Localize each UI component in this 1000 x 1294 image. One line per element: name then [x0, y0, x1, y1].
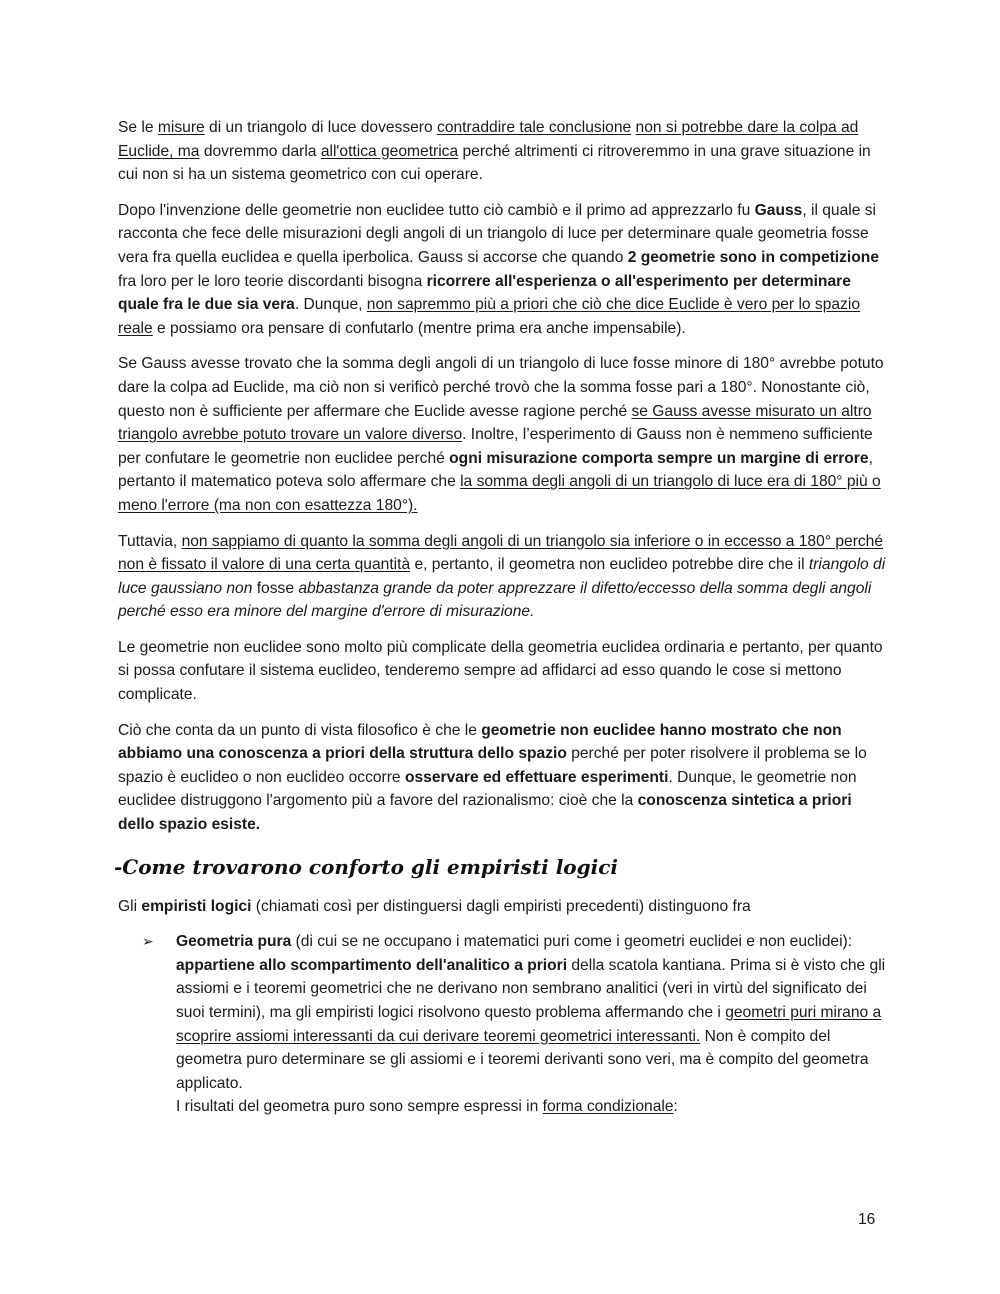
paragraph: [118, 530, 888, 624]
text-run: fra loro per le loro teorie discordanti bisogna: [118, 272, 427, 290]
bold-text: conoscenza sintetica a priori dello spazio esiste.: [118, 792, 852, 834]
underlined-text: forma condizionale: [542, 1098, 674, 1116]
bold-text: appartiene allo scompartimento dell'analitico a priori: [176, 956, 568, 974]
underlined-text: la somma degli angoli di un triangolo di luce era di 180° più o meno l'errore (ma non con esattezza 180°).: [118, 473, 881, 514]
document-page: [114, 116, 888, 1119]
text-run: perché per poter risolvere il problema se lo spazio è euclideo o non euclideo occorre: [118, 745, 867, 786]
italic-text: triangolo di luce gaussiano non: [118, 556, 886, 597]
text-run: Se le: [118, 119, 158, 136]
paragraph: [118, 116, 888, 187]
text-run: e, pertanto, il geometra non euclideo potrebbe dire che il: [410, 556, 809, 574]
text-run: . Inoltre, l’esperimento di Gauss non è nemmeno sufficiente per confutare le geometrie non euclidee perché: [118, 426, 873, 467]
text-run: Ciò che conta da un punto di vista filosofico è che le: [118, 721, 482, 739]
text-run: , il quale si racconta che fece delle misurazioni degli angoli di un triangolo di luce per determinare quale geometria fosse vera fra quella euclidea e quella iperbolica. Gauss si accorse che quando: [118, 201, 877, 266]
paragraph: [118, 636, 888, 707]
bold-text: empiristi logici: [141, 897, 252, 915]
text-run: Dopo l'invenzione delle geometrie non euclidee tutto ciò cambiò e il primo ad apprezzarlo fu: [118, 201, 755, 219]
underlined-text: all'ottica geometrica: [320, 142, 459, 160]
bold-text: geometrie non euclidee hanno mostrato che non abbiamo una conoscenza a priori della struttura dello spazio: [118, 721, 842, 763]
text-run: , pertanto il matematico poteva solo affermare che: [118, 449, 873, 491]
text-run: I risultati del geometra puro sono sempre espressi in: [176, 1098, 543, 1116]
text-run: . Dunque, le geometrie non euclidee distruggono l'argomento più a favore del razionalismo: cioè che la: [118, 768, 857, 810]
section-heading: -Come trovarono conforto gli empiristi logici: [114, 854, 619, 879]
underlined-text: non sappiamo di quanto la somma degli angoli di un triangolo sia inferiore o in eccesso a 180° perché non è fissato il valore di una certa quantità: [118, 532, 884, 574]
italic-text: abbastanza grande da poter apprezzare il difetto/eccesso della somma degli angoli perché esso era minore del margine d'errore di misurazione.: [118, 579, 872, 621]
underlined-text: non sapremmo più a priori che ciò che dice Euclide è vero per lo spazio reale: [118, 296, 860, 337]
paragraph: [118, 199, 888, 341]
bullet-text: [176, 930, 888, 1095]
paragraph: [118, 719, 888, 837]
text-run: . Dunque,: [294, 296, 367, 314]
bullet-continuation: [176, 1095, 888, 1119]
bold-text: osservare ed effettuare esperimenti: [404, 768, 669, 786]
text-run: e possiamo ora pensare di confutarlo (mentre prima era anche impensabile).: [152, 319, 686, 337]
text-run: (di cui se ne occupano i matematici puri come i geometri euclidei e non euclidei):: [291, 933, 853, 951]
text-run: Non è compito del geometra puro determinare se gli assiomi e i teoremi derivanti sono veri, ma è compito del geometra applicato.: [176, 1027, 869, 1092]
text-run: :: [673, 1098, 678, 1116]
bullet-item: [118, 930, 888, 1119]
text-run: Gli: [118, 897, 142, 915]
bold-text: 2 geometrie sono in competizione: [627, 248, 879, 266]
underlined-text: se Gauss avesse misurato un altro triangolo avrebbe potuto trovare un valore diverso: [118, 402, 872, 444]
bold-text: Geometria pura: [176, 933, 292, 951]
text-run: di un triangolo di luce dovessero: [204, 119, 438, 136]
paragraph: [118, 352, 888, 517]
bold-text: ogni misurazione comporta sempre un margine di errore: [449, 449, 869, 467]
intro-paragraph: [118, 895, 888, 919]
underlined-text: misure: [157, 119, 205, 136]
text-run: fosse: [252, 579, 299, 597]
page-number: 16: [858, 1211, 876, 1228]
text-run: (chiamati così per distinguersi dagli empiristi precedenti) distinguono fra: [251, 897, 751, 915]
text-run: Tuttavia,: [118, 532, 182, 550]
underlined-text: non si potrebbe dare la colpa ad Euclide, ma: [118, 119, 859, 160]
text-run: Le geometrie non euclidee sono molto più complicate della geometria euclidea ordinaria e pertanto, per quanto si possa confutare il sistema euclideo, tenderemo sempre ad affidarci ad esso quando le cose si mettono complicate.: [118, 638, 883, 704]
underlined-text: geometri puri mirano a scoprire assiomi interessanti da cui derivare teoremi geometrici interessanti.: [176, 1004, 882, 1045]
text-run: dovremmo darla: [199, 142, 321, 160]
body-text: [118, 116, 888, 837]
text-run: della scatola kantiana. Prima si è visto che gli assiomi e i teoremi geometrici che ne derivano non sembrano analitici (veri in virtù del significato dei suoi termini), ma gli empiristi logici risolvono questo problema affermando che i: [176, 956, 886, 1021]
underlined-text: contraddire tale conclusione: [437, 119, 632, 136]
text-run: Se Gauss avesse trovato che la somma degli angoli di un triangolo di luce fosse minore di 180° avrebbe potuto dare la colpa ad Euclide, ma ciò non si verificò perché trovò che la somma fosse pari a 180°. Nonostante ciò, questo non è sufficiente per affermare che Euclide avesse ragione perché: [118, 355, 884, 420]
bold-text: Gauss: [754, 201, 803, 219]
arrow-bullet-icon: ➢: [142, 933, 154, 950]
bold-text: ricorrere all'esperienza o all'esperimento per determinare quale fra le due sia vera: [118, 272, 851, 314]
text-run: perché altrimenti ci ritroveremmo in una grave situazione in cui non si ha un sistema geometrico con cui operare.: [118, 142, 871, 184]
